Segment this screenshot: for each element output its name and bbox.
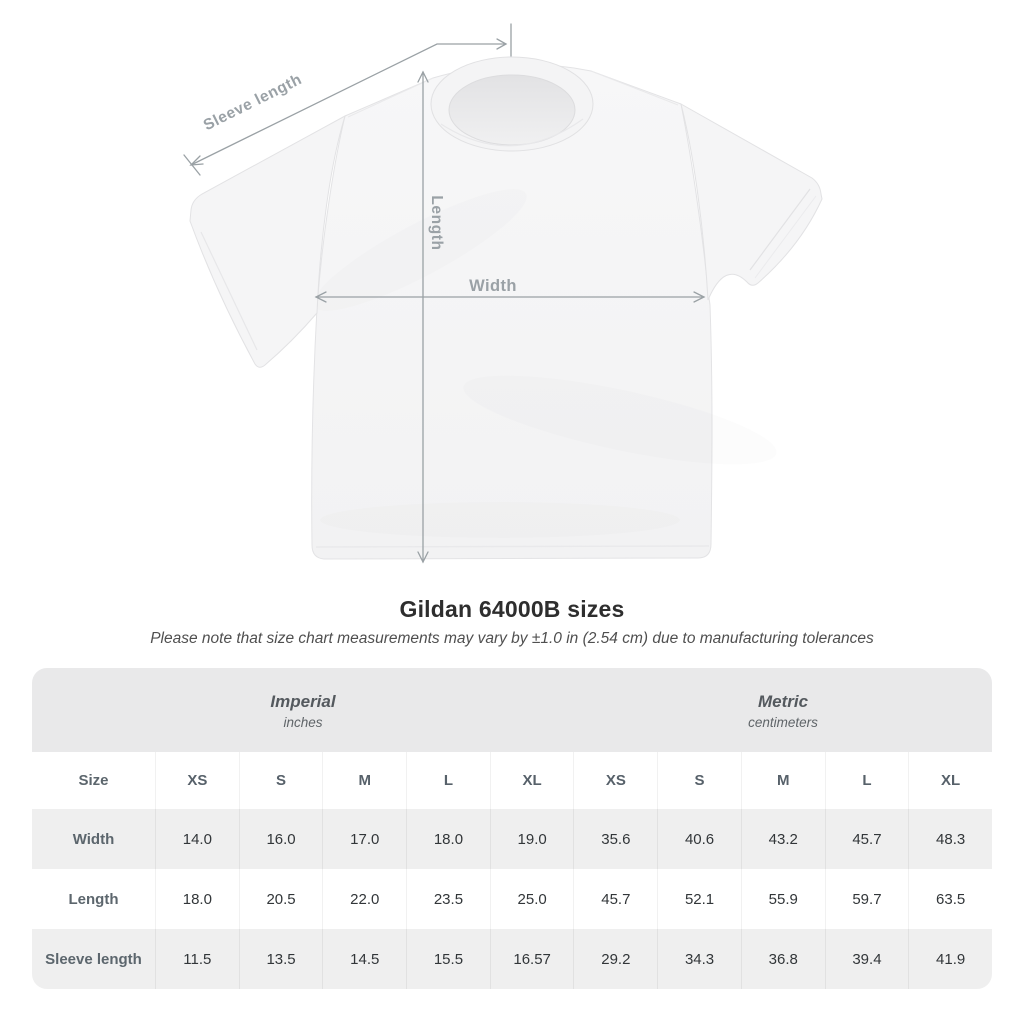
width-value: 14.0 <box>155 809 239 869</box>
length-value: 45.7 <box>573 869 657 929</box>
sleeve-length-row-label: Sleeve length <box>45 950 142 968</box>
width-row-label: Width <box>72 830 115 848</box>
sleeve-length-value: 29.2 <box>573 929 657 989</box>
width-label: Width <box>469 277 517 295</box>
width-value: 18.0 <box>406 809 490 869</box>
size-col-header: L <box>825 752 909 809</box>
length-label: Length <box>428 195 445 251</box>
width-value: 43.2 <box>741 809 825 869</box>
sleeve-length-value: 36.8 <box>741 929 825 989</box>
width-value: 19.0 <box>490 809 574 869</box>
metric-label: Metric <box>757 692 809 711</box>
sleeve-length-value: 34.3 <box>657 929 741 989</box>
size-col-header: S <box>657 752 741 809</box>
metric-unit-label: centimeters <box>748 715 818 730</box>
length-value: 23.5 <box>406 869 490 929</box>
size-col-header: S <box>239 752 323 809</box>
size-col-header: M <box>322 752 406 809</box>
sleeve-length-value: 14.5 <box>322 929 406 989</box>
width-value: 35.6 <box>573 809 657 869</box>
page-title: Gildan 64000B sizes <box>399 596 625 622</box>
sleeve-length-label: Sleeve length <box>200 70 305 135</box>
length-row-label: Length <box>68 890 119 908</box>
sleeve-length-value: 16.57 <box>490 929 574 989</box>
sleeve-length-value: 39.4 <box>825 929 909 989</box>
size-col-header: XS <box>573 752 657 809</box>
sleeve-length-value: 41.9 <box>908 929 992 989</box>
sleeve-length-row <box>32 929 992 989</box>
length-value: 18.0 <box>155 869 239 929</box>
imperial-unit-label: inches <box>283 715 323 730</box>
sleeve-length-value: 15.5 <box>406 929 490 989</box>
width-value: 17.0 <box>322 809 406 869</box>
width-row <box>32 809 992 869</box>
width-value: 45.7 <box>825 809 909 869</box>
size-row-label: Size <box>78 772 109 789</box>
size-col-header: XS <box>155 752 239 809</box>
length-value: 22.0 <box>322 869 406 929</box>
size-col-header: XL <box>908 752 992 809</box>
imperial-label: Imperial <box>270 692 336 711</box>
length-value: 63.5 <box>908 869 992 929</box>
width-value: 40.6 <box>657 809 741 869</box>
unit-header-metric <box>574 668 992 752</box>
unit-header-band <box>32 668 992 752</box>
length-value: 52.1 <box>657 869 741 929</box>
size-col-header: M <box>741 752 825 809</box>
size-table <box>32 668 992 989</box>
width-value: 16.0 <box>239 809 323 869</box>
length-row <box>32 869 992 929</box>
unit-header-imperial <box>32 668 574 752</box>
sleeve-length-value: 11.5 <box>155 929 239 989</box>
page-subtitle: Please note that size chart measurements may vary by ±1.0 in (2.54 cm) due to manufacturing tolerances <box>150 630 874 647</box>
size-col-header: XL <box>490 752 574 809</box>
size-col-header: L <box>406 752 490 809</box>
length-value: 55.9 <box>741 869 825 929</box>
length-value: 59.7 <box>825 869 909 929</box>
length-value: 25.0 <box>490 869 574 929</box>
title-block <box>0 596 1024 648</box>
sleeve-length-value: 13.5 <box>239 929 323 989</box>
width-value: 48.3 <box>908 809 992 869</box>
length-value: 20.5 <box>239 869 323 929</box>
size-header-row <box>32 752 992 809</box>
